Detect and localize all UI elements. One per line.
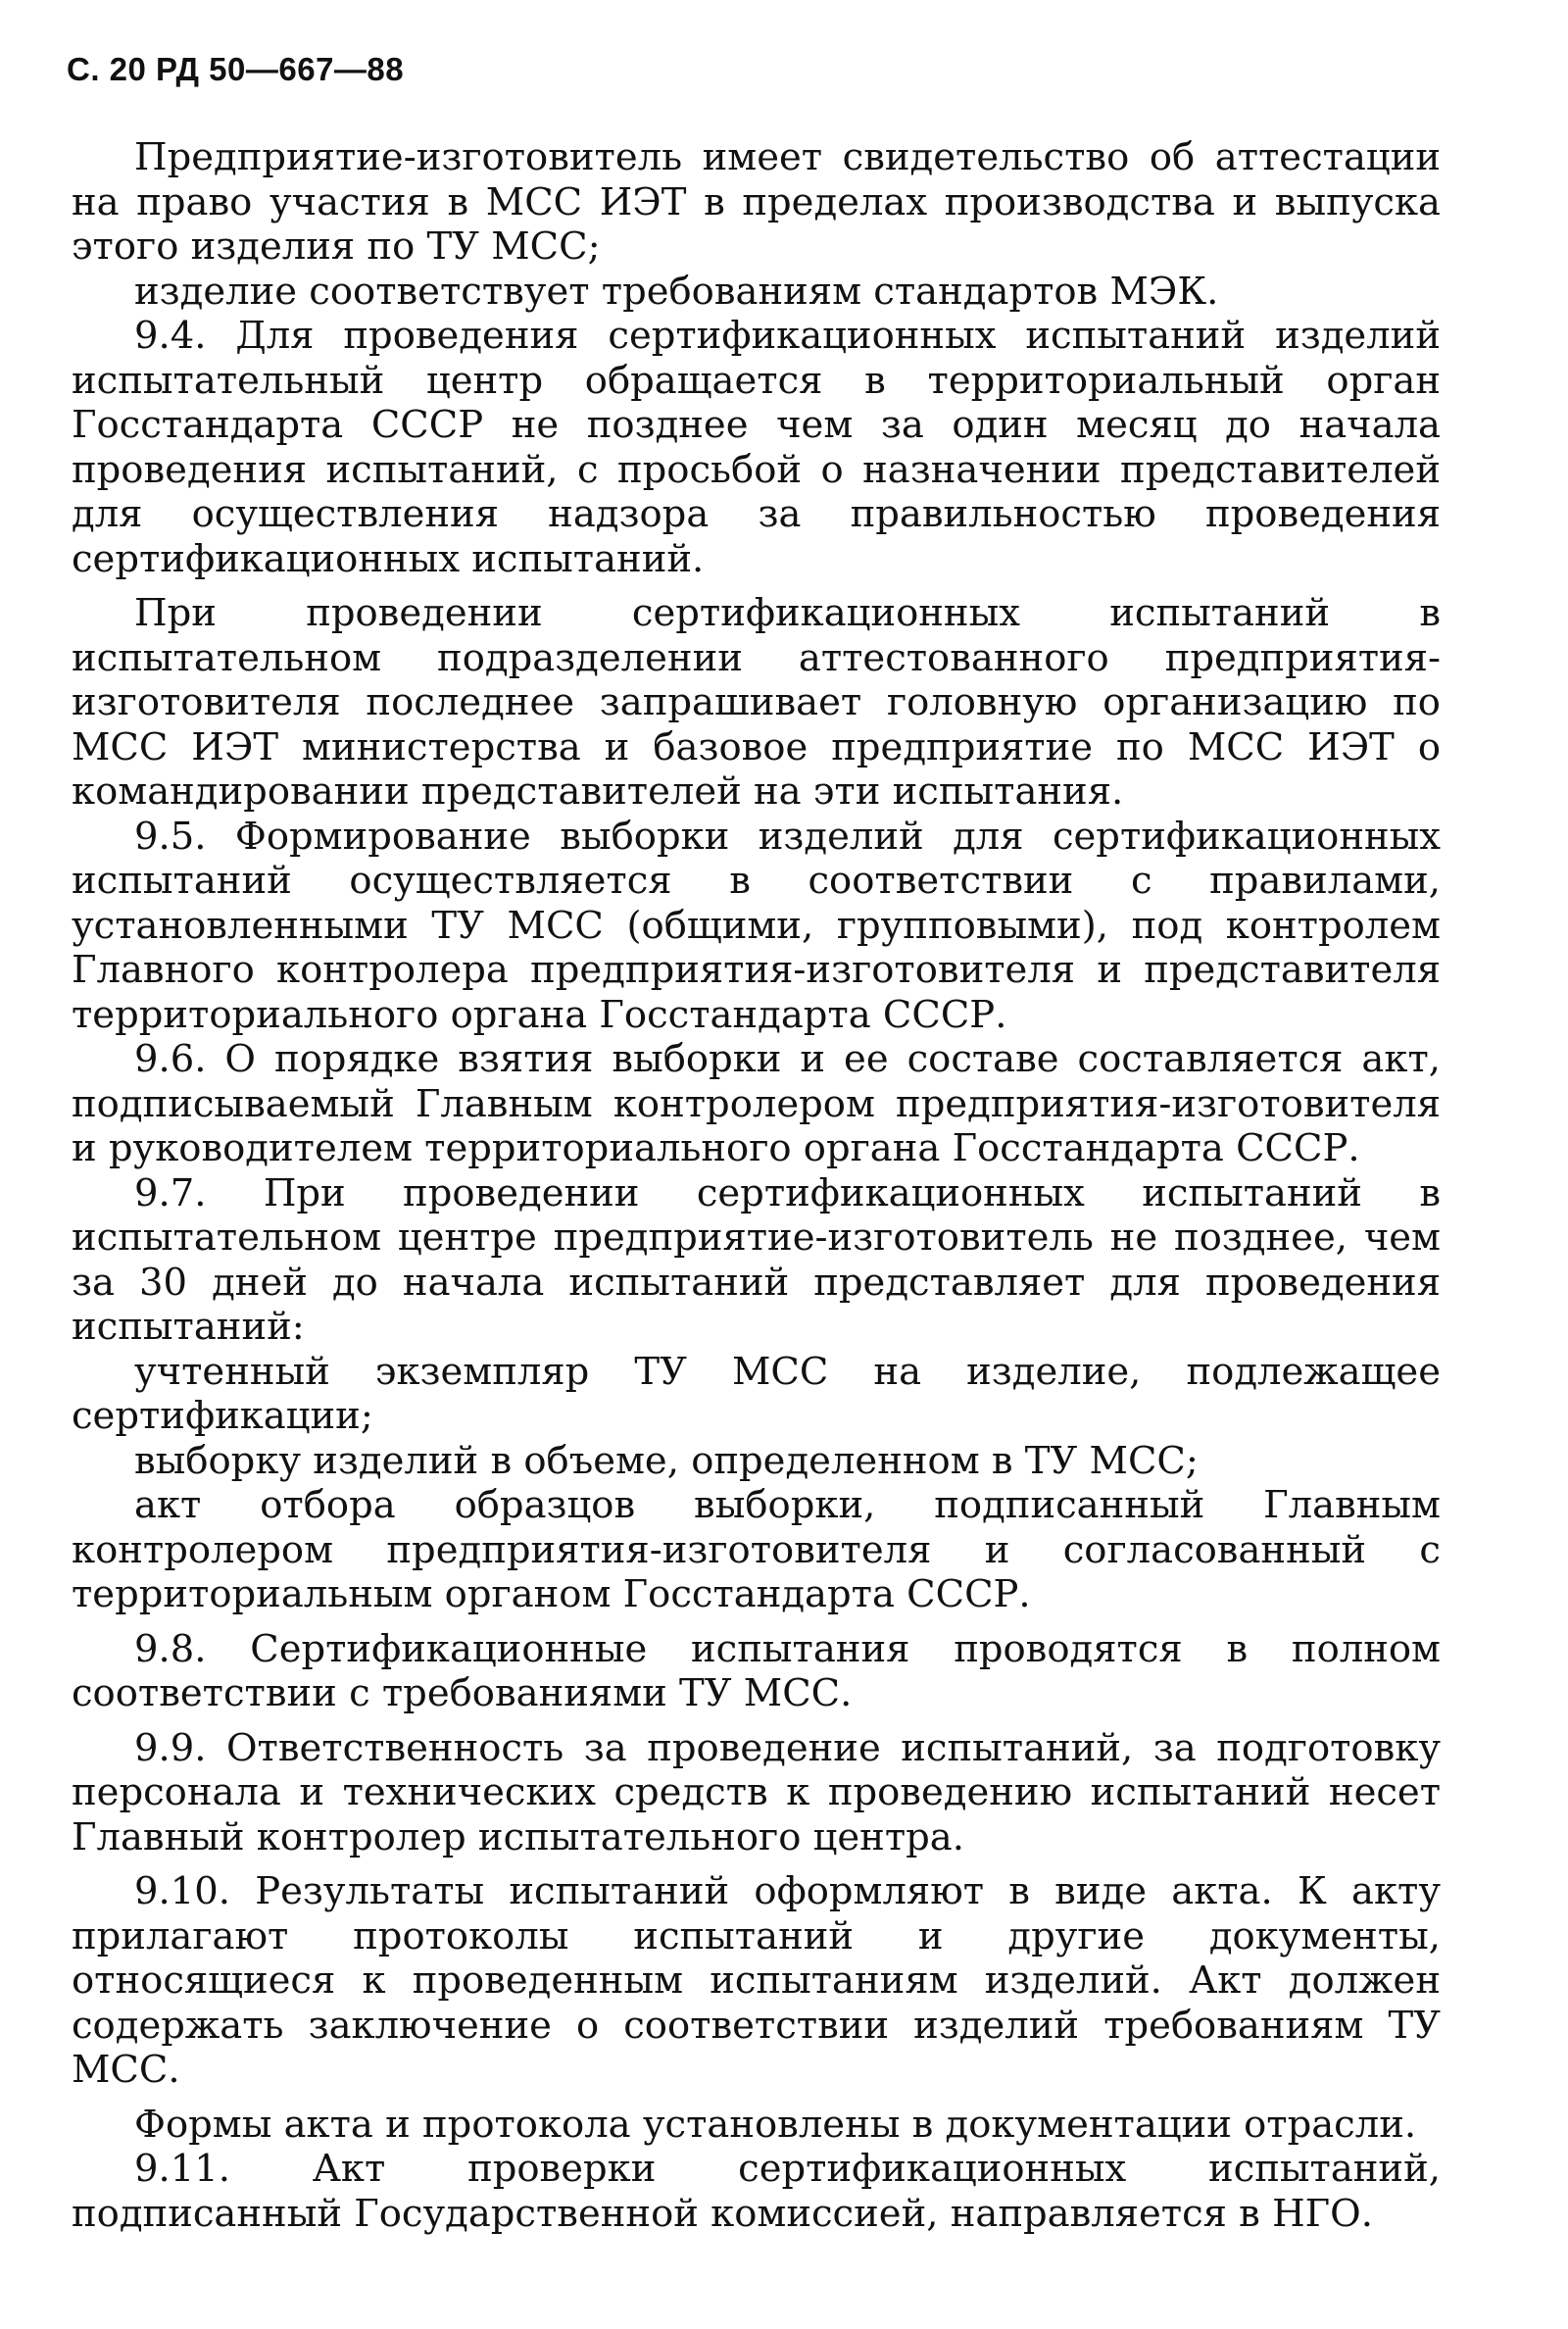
paragraph-list-2: выборку изделий в объеме, определенном в ТУ МСС;: [134, 1438, 1199, 1483]
paragraph-list-1: учтенный экземпляр ТУ МСС на изделие, подлежащее сертификации;: [72, 1349, 1441, 1438]
paragraph-9-5: 9.5. Формирование выборки изделий для сертификационных испытаний осуществляется в соответствии с правилами, установленными ТУ МСС (общими, групповыми), под контролем Главного контролера предприятия-изготовителя и представителя территориального органа Госстандарта СССР.: [72, 814, 1441, 1037]
paragraph-1: Предприятие-изготовитель имеет свидетельство об аттестации на право участия в МСС ИЭТ в пределах производства и выпуска этого изделия по ТУ МСС;: [72, 135, 1441, 269]
document-body: [72, 135, 1441, 2236]
paragraph-9-10: 9.10. Результаты испытаний оформляют в виде акта. К акту прилагают протоколы испытаний и другие документы, относящиеся к проведенным испытаниям изделий. Акт должен содержать заключение о соответствии изделий требованиям ТУ МСС.: [72, 1869, 1441, 2092]
paragraph-9-7: 9.7. При проведении сертификационных испытаний в испытательном центре предприятие-изготовитель не позднее, чем за 30 дней до начала испытаний представляет для проведения испытаний:: [72, 1170, 1441, 1349]
page-header: С. 20 РД 50—667—88: [67, 51, 405, 87]
paragraph-9-9: 9.9. Ответственность за проведение испытаний, за подготовку персонала и технических средств к проведению испытаний несет Главный контролер испытательного центра.: [72, 1725, 1441, 1859]
paragraph-9-8: 9.8. Сертификационные испытания проводятся в полном соответствии с требованиями ТУ МСС.: [72, 1626, 1441, 1715]
paragraph-list-3: акт отбора образцов выборки, подписанный Главным контролером предприятия-изготовителя и согласованный с территориальным органом Госстандарта СССР.: [72, 1483, 1441, 1616]
paragraph-3: При проведении сертификационных испытаний в испытательном подразделении аттестованного предприятия-изготовителя последнее запрашивает головную организацию по МСС ИЭТ министерства и базовое предприятие по МСС ИЭТ о командировании представителей на эти испытания.: [72, 591, 1441, 814]
paragraph-9-6: 9.6. О порядке взятия выборки и ее составе составляется акт, подписываемый Главным контролером предприятия-изготовителя и руководителем территориального органа Госстандарта СССР.: [72, 1037, 1441, 1170]
paragraph-forms: Формы акта и протокола установлены в документации отрасли.: [134, 2102, 1417, 2147]
paragraph-2: изделие соответствует требованиям стандартов МЭК.: [134, 269, 1219, 314]
paragraph-9-4: 9.4. Для проведения сертификационных испытаний изделий испытательный центр обращается в территориальный орган Госстандарта СССР не позднее чем за один месяц до начала проведения испытаний, с просьбой о назначении представителей для осуществления надзора за правильностью проведения сертификационных испытаний.: [72, 314, 1441, 581]
paragraph-9-11: 9.11. Акт проверки сертификационных испытаний, подписанный Государственной комиссией, направляется в НГО.: [72, 2147, 1441, 2236]
